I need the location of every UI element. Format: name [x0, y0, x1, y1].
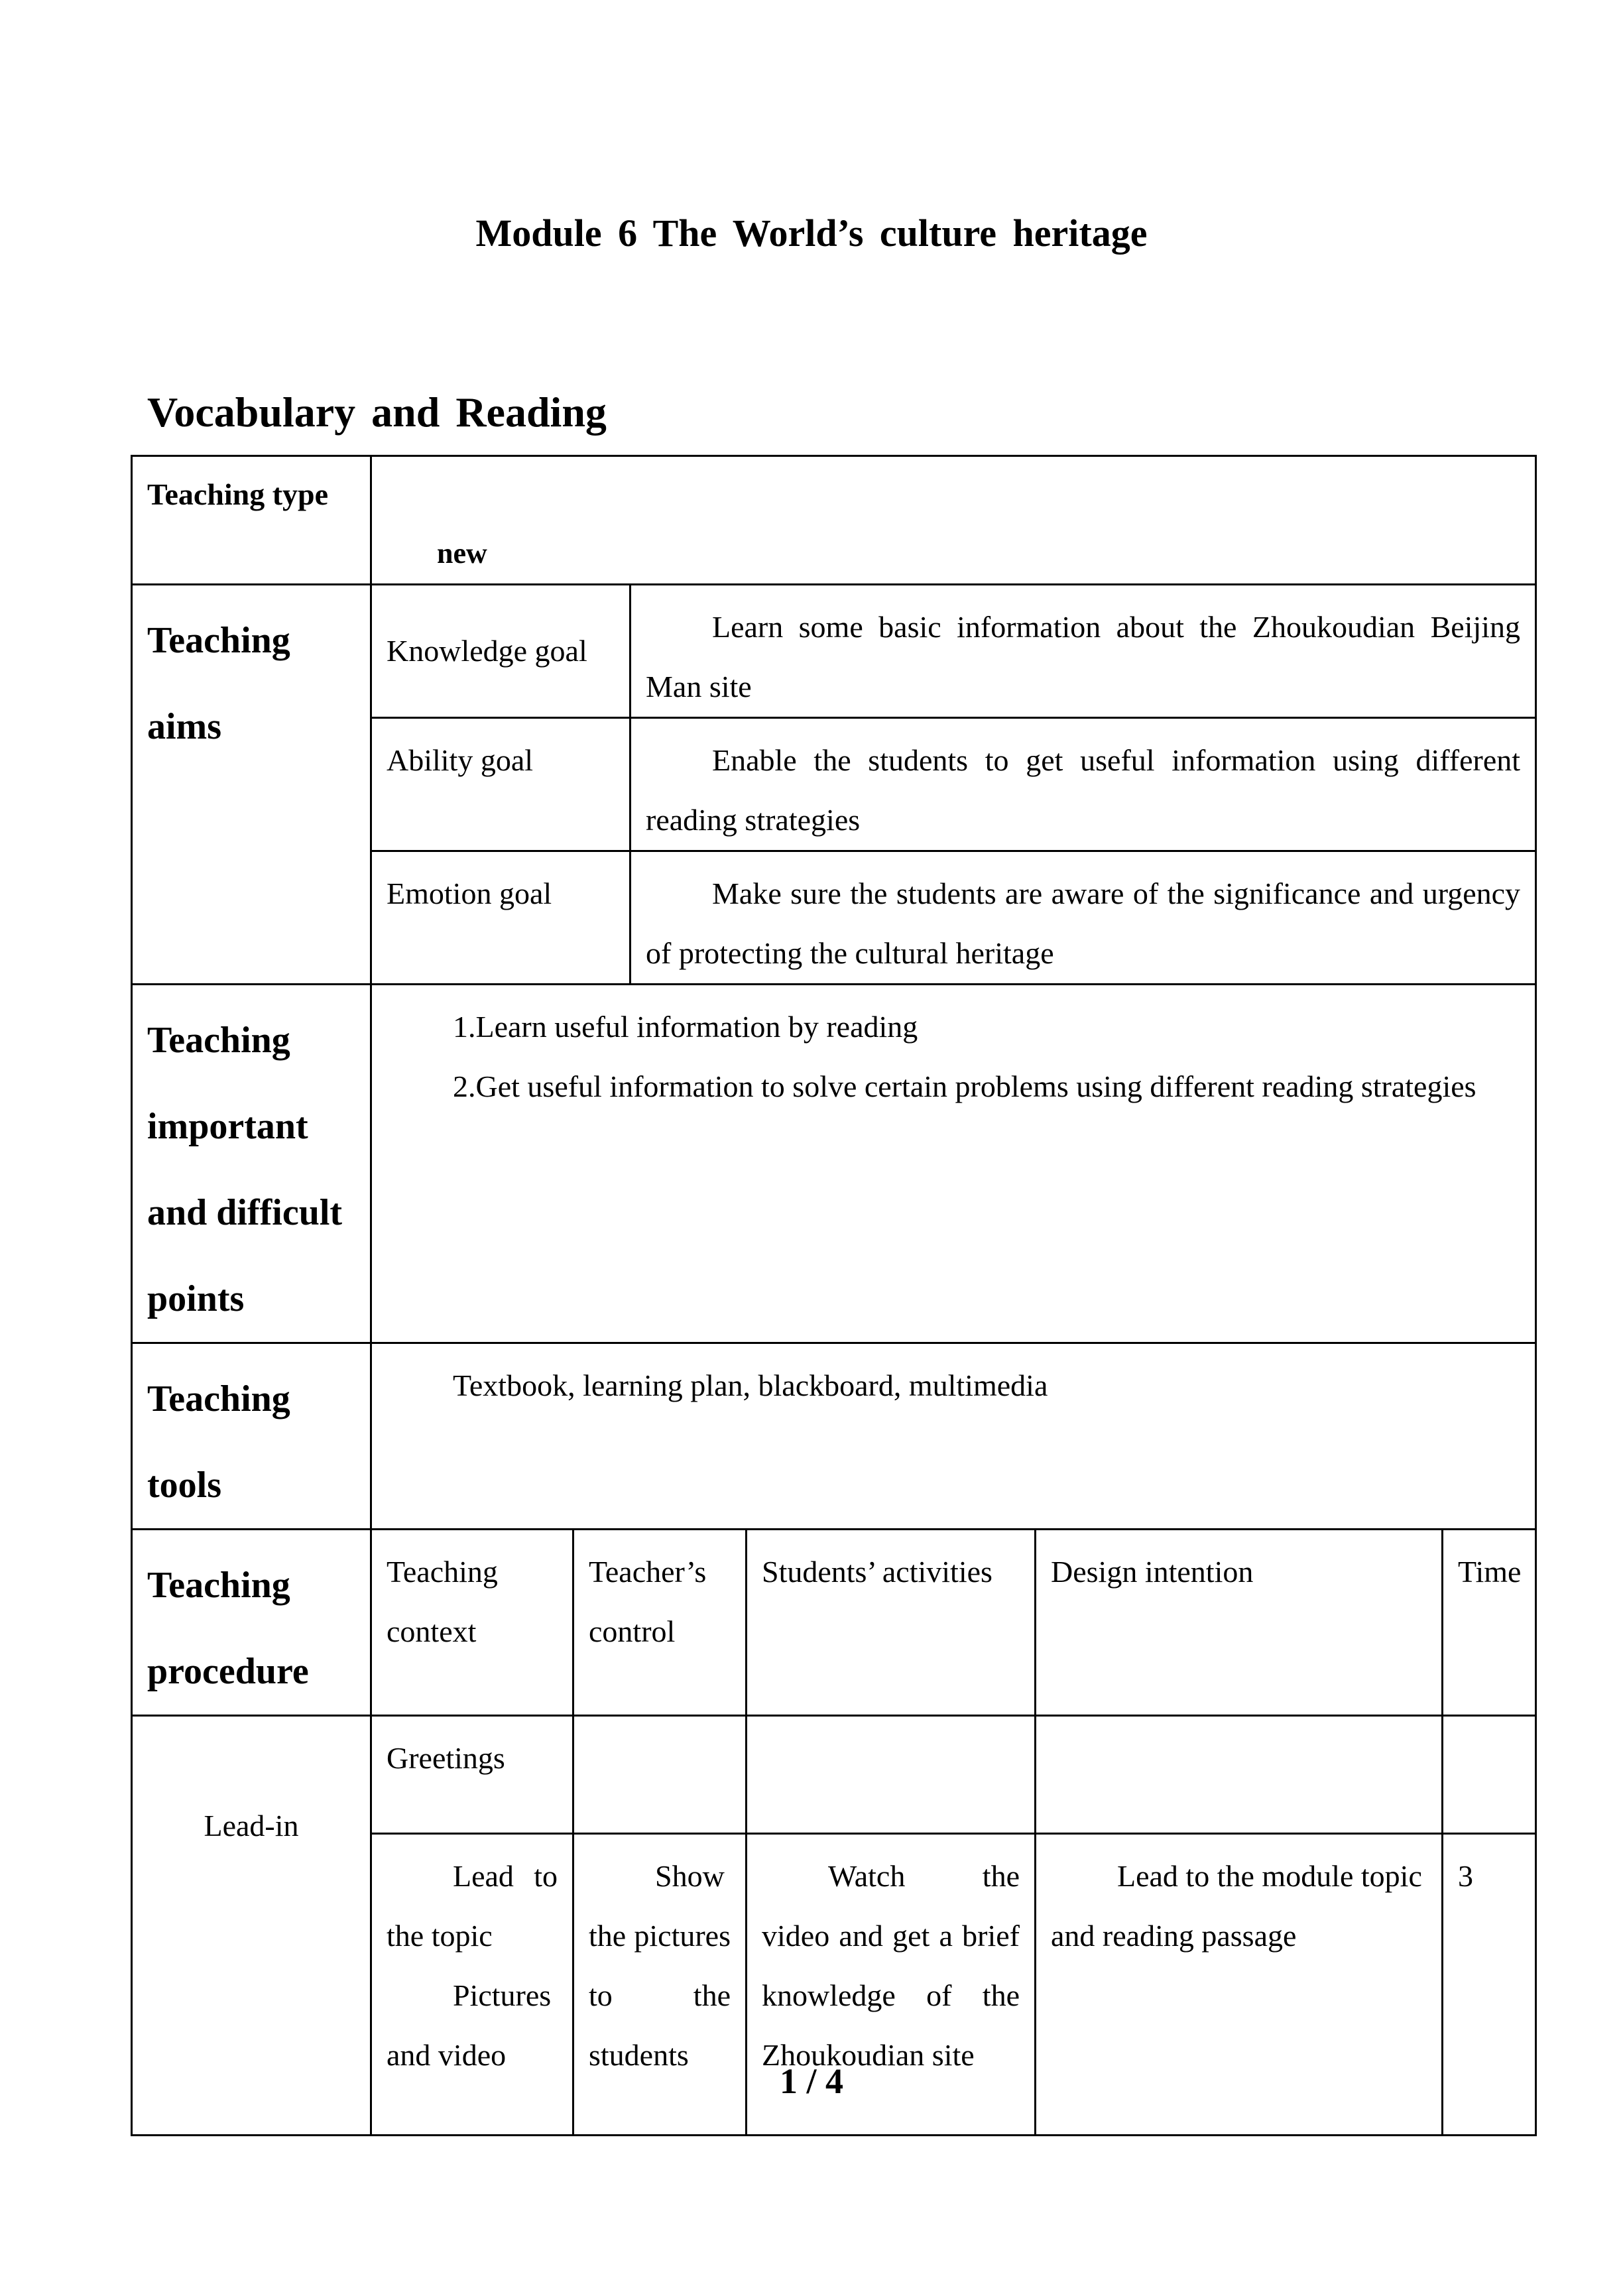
- teaching-type-cell: [371, 456, 1536, 585]
- lead-topic-context-line1: Lead to the topic: [387, 1859, 558, 1953]
- row-greetings: [132, 1716, 1536, 1834]
- emotion-goal-label: Emotion goal: [371, 851, 631, 985]
- header-students-activities: Students’ activities: [747, 1530, 1036, 1716]
- teaching-procedure-label-line2: procedure: [147, 1651, 309, 1692]
- row-knowledge-goal: [132, 585, 1536, 718]
- teaching-procedure-label: [132, 1530, 371, 1716]
- teaching-tools-label-line1: Teaching: [147, 1378, 290, 1420]
- row-teaching-type: [132, 456, 1536, 585]
- lead-topic-teacher: Show the pictures to the students: [573, 1834, 747, 2136]
- emotion-goal-text: Make sure the students are aware of the significance and urgency of protecting the cultural heritage: [631, 851, 1536, 985]
- teaching-tools-label: [132, 1343, 371, 1530]
- greetings-time: [1443, 1716, 1536, 1834]
- teaching-type-value: new: [437, 537, 487, 570]
- row-teaching-tools: [132, 1343, 1536, 1530]
- lesson-plan-table: [131, 455, 1537, 2136]
- teaching-aims-label-line1: Teaching: [147, 620, 290, 661]
- important-points-content: [371, 985, 1536, 1343]
- important-points-label: [132, 985, 371, 1343]
- important-point-2: 2.Get useful information to solve certain problems using different reading strategies: [453, 1069, 1476, 1103]
- knowledge-goal-label: Knowledge goal: [371, 585, 631, 718]
- section-heading: Vocabulary and Reading: [147, 389, 607, 436]
- lead-topic-context-line2: Pictures and video: [387, 1978, 552, 2072]
- important-label-line1: Teaching: [147, 1020, 290, 1061]
- ability-goal-label: Ability goal: [371, 718, 631, 851]
- stage-lead-in: Lead-in: [132, 1716, 371, 2136]
- ability-goal-text: Enable the students to get useful information using different reading strategies: [631, 718, 1536, 851]
- important-label-line4: points: [147, 1278, 245, 1319]
- document-title: Module 6 The World’s culture heritage: [475, 211, 1148, 255]
- row-important-points: [132, 985, 1536, 1343]
- important-label-line2: important: [147, 1106, 308, 1147]
- lead-topic-students: Watch the video and get a brief knowledge of the Zhoukoudian site: [747, 1834, 1036, 2136]
- lead-topic-time: 3: [1443, 1834, 1536, 2136]
- knowledge-goal-text: Learn some basic information about the Zhoukoudian Beijing Man site: [631, 585, 1536, 718]
- lead-topic-intention: Lead to the module topic and reading passage: [1036, 1834, 1443, 2136]
- header-design-intention: Design intention: [1036, 1530, 1443, 1716]
- row-procedure-header: [132, 1530, 1536, 1716]
- greetings-context: Greetings: [371, 1716, 573, 1834]
- teaching-procedure-label-line1: Teaching: [147, 1565, 290, 1606]
- important-point-1: 1.Learn useful information by reading: [453, 1010, 918, 1044]
- teaching-type-label: Teaching type: [132, 456, 371, 585]
- header-time: Time: [1443, 1530, 1536, 1716]
- teaching-tools-label-line2: tools: [147, 1465, 221, 1506]
- greetings-students: [747, 1716, 1036, 1834]
- teaching-aims-label: [132, 585, 371, 985]
- teaching-aims-label-line2: aims: [147, 706, 221, 747]
- header-teachers-control: Teacher’s control: [573, 1530, 747, 1716]
- page-number: 1 / 4: [779, 2061, 843, 2101]
- teaching-tools-value: Textbook, learning plan, blackboard, multimedia: [371, 1343, 1536, 1530]
- important-label-line3: and difficult: [147, 1192, 343, 1233]
- greetings-teacher: [573, 1716, 747, 1834]
- greetings-intention: [1036, 1716, 1443, 1834]
- header-teaching-context: Teaching context: [371, 1530, 573, 1716]
